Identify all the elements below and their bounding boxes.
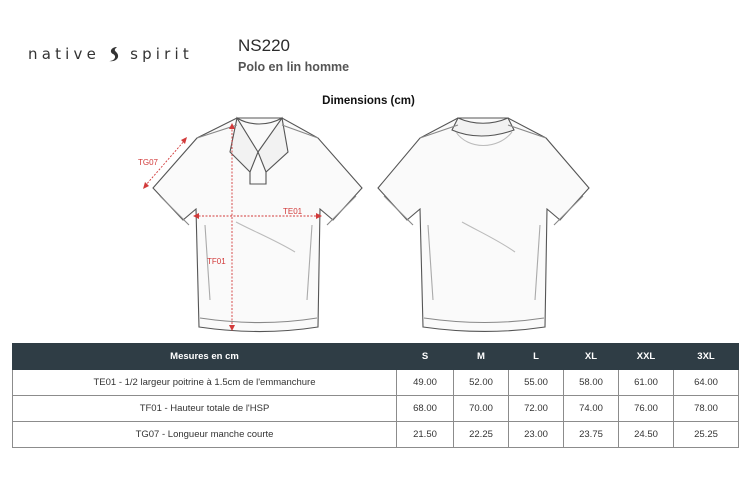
label-te01: TE01 <box>283 207 303 216</box>
cell-value: 23.75 <box>564 422 619 448</box>
cell-value: 64.00 <box>674 370 739 396</box>
cell-value: 25.25 <box>674 422 739 448</box>
header-size-l: L <box>509 344 564 370</box>
header-size-m: M <box>454 344 509 370</box>
table-row <box>13 396 739 422</box>
row-label: TF01 - Hauteur totale de l'HSP <box>13 396 397 422</box>
product-reference: NS220 <box>238 36 290 55</box>
row-label: TG07 - Longueur manche courte <box>13 422 397 448</box>
size-table <box>12 343 739 448</box>
header-size-3xl: 3XL <box>674 344 739 370</box>
cell-value: 70.00 <box>454 396 509 422</box>
cell-value: 21.50 <box>397 422 454 448</box>
header-size-s: S <box>397 344 454 370</box>
table-row <box>13 422 739 448</box>
cell-value: 49.00 <box>397 370 454 396</box>
cell-value: 23.00 <box>509 422 564 448</box>
cell-value: 58.00 <box>564 370 619 396</box>
label-tf01: TF01 <box>207 257 226 266</box>
brand-word-native: native <box>28 45 101 63</box>
table-row <box>13 370 739 396</box>
product-name: Polo en lin homme <box>238 60 350 74</box>
header-mesures: Mesures en cm <box>13 344 397 370</box>
polo-front-view <box>153 118 362 332</box>
cell-value: 72.00 <box>509 396 564 422</box>
cell-value: 74.00 <box>564 396 619 422</box>
dimensions-title: Dimensions (cm) <box>322 95 415 107</box>
cell-value: 52.00 <box>454 370 509 396</box>
header-size-xxl: XXL <box>619 344 674 370</box>
cell-value: 24.50 <box>619 422 674 448</box>
row-label: TE01 - 1/2 largeur poitrine à 1.5cm de l'emmanchure <box>13 370 397 396</box>
header-size-xl: XL <box>564 344 619 370</box>
cell-value: 76.00 <box>619 396 674 422</box>
cell-value: 55.00 <box>509 370 564 396</box>
label-tg07: TG07 <box>138 158 159 167</box>
cell-value: 78.00 <box>674 396 739 422</box>
polo-back-view <box>378 118 589 332</box>
cell-value: 61.00 <box>619 370 674 396</box>
cell-value: 68.00 <box>397 396 454 422</box>
cell-value: 22.25 <box>454 422 509 448</box>
brand-word-spirit: spirit <box>130 45 193 63</box>
table-header-row <box>13 344 739 370</box>
